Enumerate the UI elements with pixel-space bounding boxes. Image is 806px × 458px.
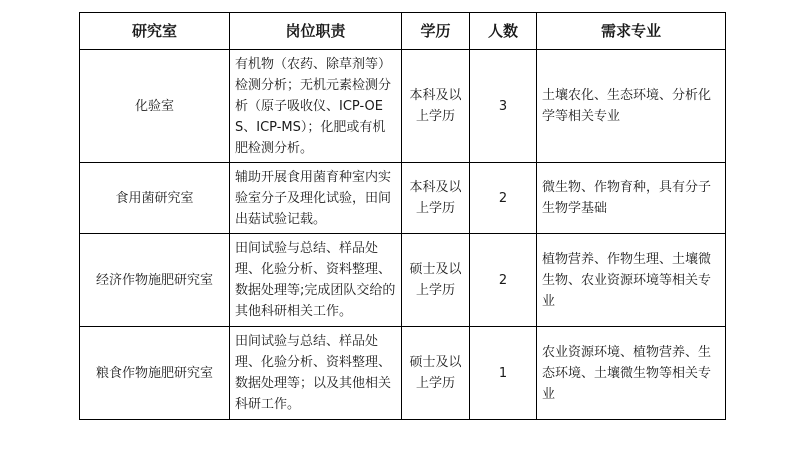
education-cell: 硕士及以上学历 <box>402 327 470 420</box>
major-cell: 微生物、作物育种，具有分子生物学基础 <box>537 163 726 234</box>
lab-cell: 粮食作物施肥研究室 <box>80 327 230 420</box>
lab-cell: 化验室 <box>80 50 230 163</box>
count-cell: 2 <box>470 234 537 327</box>
duties-cell: 有机物（农药、除草剂等）检测分析；无机元素检测分析（原子吸收仪、ICP-OES、ICP-MS）；化肥或有机肥检测分析。 <box>230 50 402 163</box>
header-count: 人数 <box>470 13 537 50</box>
table-row <box>80 234 726 327</box>
table-row <box>80 327 726 420</box>
table-row <box>80 50 726 163</box>
lab-cell: 经济作物施肥研究室 <box>80 234 230 327</box>
count-cell: 1 <box>470 327 537 420</box>
education-cell: 硕士及以上学历 <box>402 234 470 327</box>
lab-cell: 食用菌研究室 <box>80 163 230 234</box>
duties-cell: 田间试验与总结、样品处理、化验分析、资料整理、数据处理等;完成团队交给的其他科研相关工作。 <box>230 234 402 327</box>
major-cell: 土壤农化、生态环境、分析化学等相关专业 <box>537 50 726 163</box>
header-major: 需求专业 <box>537 13 726 50</box>
major-cell: 农业资源环境、植物营养、生态环境、土壤微生物等相关专业 <box>537 327 726 420</box>
recruitment-table <box>79 12 726 420</box>
count-cell: 3 <box>470 50 537 163</box>
header-lab: 研究室 <box>80 13 230 50</box>
education-cell: 本科及以上学历 <box>402 50 470 163</box>
header-duties: 岗位职责 <box>230 13 402 50</box>
table-row <box>80 163 726 234</box>
duties-cell: 田间试验与总结、样品处理、化验分析、资料整理、数据处理等；以及其他相关科研工作。 <box>230 327 402 420</box>
duties-cell: 辅助开展食用菌育种室内实验室分子及理化试验，田间出菇试验记载。 <box>230 163 402 234</box>
major-cell: 植物营养、作物生理、土壤微生物、农业资源环境等相关专业 <box>537 234 726 327</box>
header-education: 学历 <box>402 13 470 50</box>
table-header-row <box>80 13 726 50</box>
count-cell: 2 <box>470 163 537 234</box>
education-cell: 本科及以上学历 <box>402 163 470 234</box>
